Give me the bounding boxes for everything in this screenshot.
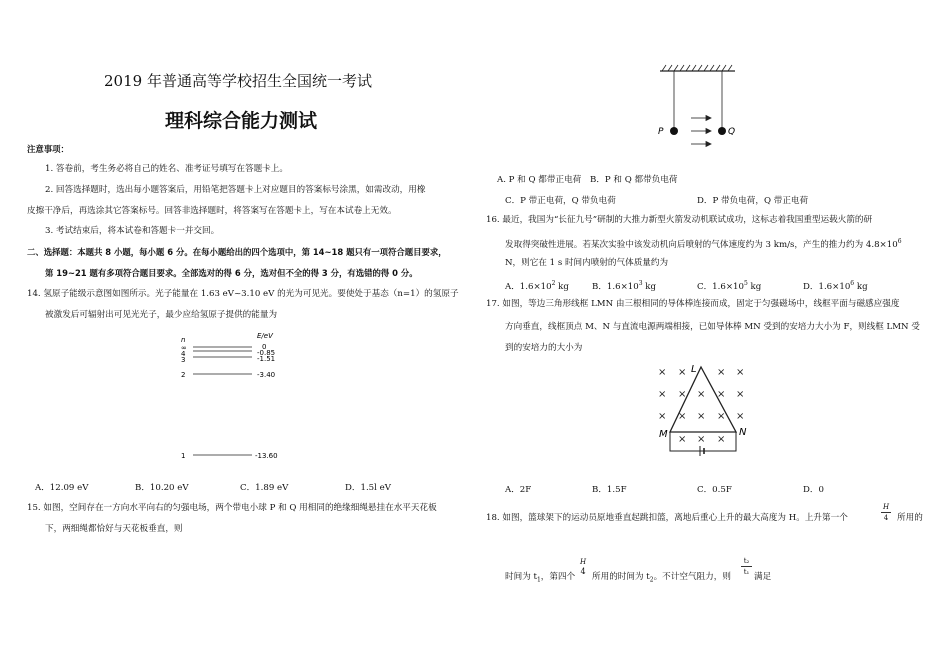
subject-title: 理科综合能力测试 [165, 110, 318, 132]
svg-text:×: × [736, 411, 745, 422]
svg-text:1: 1 [181, 452, 186, 460]
svg-text:×: × [658, 389, 667, 400]
q16-stem-2: 发取得突破性进展。若某次实验中该发动机向后喷射的气体速度约为 3 km/s，产生的推力约为 $4.8\times 10^6$ [505, 238, 902, 250]
q17-stem-2: 方向垂直，线框顶点 M、N 与直流电源两端相接，已如导体棒 MN 受到的安培力大小为 F，则线框 LMN 受 [505, 322, 920, 332]
label-m: M [659, 429, 668, 440]
svg-text:×: × [678, 389, 687, 400]
svg-text:×: × [717, 434, 726, 445]
q16-stem-1: 16. 最近，我国为“长征九号”研制的大推力新型火箭发动机联试成功，这标志着我国重型运载火箭的研 [486, 215, 873, 225]
axis-e-label: E/eV [257, 332, 273, 340]
fraction-t2-over-t1: t₂ t₁ [741, 557, 752, 576]
q18-stem-1-end: 所用的 [897, 513, 923, 523]
label-p: P [658, 127, 664, 137]
q17-option-a[interactable]: A．2F [505, 485, 532, 495]
svg-text:×: × [658, 411, 667, 422]
notice-item-2: 2. 回答选择题时，选出每小题答案后，用铅笔把答题卡上对应题目的答案标号涂黑，如需改动，用橡 [45, 185, 426, 195]
field-arrows [691, 116, 711, 147]
svg-text:4: 4 [181, 350, 186, 358]
svg-text:×: × [717, 367, 726, 378]
q14-option-d[interactable]: D．1.5l eV [345, 483, 391, 493]
q16-option-d[interactable]: D．$1.6\times 10^6$ kg [803, 280, 868, 292]
q14-option-b[interactable]: B．10.20 eV [135, 483, 189, 493]
notice-item-2-cont: 皮擦干净后，再选涂其它答案标号。回答非选择题时，将答案写在答题卡上，写在本试卷上无效。 [27, 206, 397, 216]
svg-text:×: × [678, 411, 687, 422]
svg-text:×: × [697, 389, 706, 400]
svg-text:×: × [697, 411, 706, 422]
q17-stem-3: 到的安培力的大小为 [505, 343, 583, 353]
magnetic-field-crosses [658, 367, 744, 445]
q17-option-d[interactable]: D．0 [803, 485, 824, 495]
svg-text:×: × [736, 367, 745, 378]
notice-item-1: 1. 答卷前，考生务必将自己的姓名、准考证号填写在答题卡上。 [45, 164, 288, 174]
svg-text:2: 2 [181, 371, 186, 379]
label-q: Q [728, 127, 736, 137]
section2-line1: 二、选择题：本题共 8 小题，每小题 6 分。在每小题给出的四个选项中，第 14~18 题只有一项符合题目要求， [27, 247, 447, 257]
axis-n-label: n [181, 336, 186, 344]
q18-stem-1: 18. 如图，篮球架下的运动员原地垂直起跳扣篮，离地后重心上升的最大高度为 H。上升第一个 [486, 513, 848, 523]
q14-stem-2: 被激发后可辐射出可见光光子，最少应给氢原子提供的能量为 [45, 310, 278, 320]
svg-text:×: × [678, 434, 687, 445]
svg-text:×: × [697, 434, 706, 445]
label-l: L [691, 364, 697, 375]
ball-p [670, 127, 678, 135]
energy-level-diagram [160, 325, 310, 465]
q17-stem-1: 17. 如图，等边三角形线框 LMN 由三根相同的导体棒连接而成，固定于匀强磁场中，线框平面与磁感应强度 [486, 299, 900, 309]
fraction-h-over-4-b: H 4 [579, 558, 587, 576]
svg-text:-3.40: -3.40 [257, 371, 276, 379]
q18-stem-2: 时间为 $t_1$，第四个 [505, 572, 576, 584]
q17-option-c[interactable]: C．0.5F [697, 485, 732, 495]
label-n: N [739, 427, 747, 438]
svg-text:-0.85: -0.85 [257, 349, 276, 357]
section2-line2: 第 19~21 题有多项符合题目要求。全部选对的得 6 分，选对但不全的得 3 分，有选错的得 0 分。 [45, 268, 418, 278]
svg-text:×: × [658, 367, 667, 378]
svg-text:∞: ∞ [181, 344, 187, 352]
level-1 [181, 452, 278, 460]
q15-option-a[interactable]: A. P 和 Q 都带正电荷 [497, 175, 582, 185]
q17-option-b[interactable]: B．1.5F [592, 485, 627, 495]
q14-option-a[interactable]: A．12.09 eV [35, 483, 89, 493]
q18-stem-2-cont: 所用的时间为 $t_2$。不计空气阻力，则 [592, 572, 731, 584]
level-3 [181, 355, 275, 364]
level-2 [181, 371, 275, 379]
q15-option-d[interactable]: D．P 带负电荷，Q 带正电荷 [697, 196, 809, 206]
q15-stem-1: 15. 如图，空间存在一方向水平向右的匀强电场，两个带电小球 P 和 Q 用相同的绝缘细绳悬挂在水平天花板 [27, 503, 437, 513]
fraction-h-over-4-a: H 4 [882, 503, 890, 522]
svg-text:-13.60: -13.60 [255, 452, 278, 460]
q15-option-c[interactable]: C．P 带正电荷，Q 带负电荷 [505, 196, 616, 206]
notice-item-3: 3. 考试结束后，将本试卷和答题卡一并交回。 [45, 226, 220, 236]
q16-option-a[interactable]: A．$1.6\times 10^2$ kg [505, 280, 569, 292]
charged-balls-diagram [650, 62, 750, 157]
svg-text:×: × [736, 389, 745, 400]
ball-q [718, 127, 726, 135]
svg-text:-1.51: -1.51 [257, 355, 276, 363]
notice-heading: 注意事项： [27, 144, 69, 154]
q15-stem-2: 下，两细绳都恰好与天花板垂直，则 [45, 524, 183, 534]
q18-stem-2-end: 满足 [754, 572, 772, 582]
q16-option-b[interactable]: B．$1.6\times 10^3$ kg [592, 280, 656, 292]
svg-text:×: × [678, 367, 687, 378]
q14-stem-1: 14. 氢原子能级示意图如图所示。光子能量在 1.63 eV~3.10 eV 的光为可见光。要使处于基态（n=1）的氢原子 [27, 289, 459, 299]
svg-text:3: 3 [181, 356, 186, 364]
q16-option-c[interactable]: C．$1.6\times 10^5$ kg [697, 280, 762, 292]
svg-text:×: × [717, 389, 726, 400]
svg-text:×: × [717, 411, 726, 422]
q15-option-b[interactable]: B．P 和 Q 都带负电荷 [590, 175, 678, 185]
q14-option-c[interactable]: C．1.89 eV [240, 483, 289, 493]
triangle-frame-diagram [650, 358, 760, 458]
q16-stem-3: N，则它在 1 s 时间内喷射的气体质量约为 [505, 258, 669, 268]
svg-text:0: 0 [262, 343, 267, 351]
exam-title: 2019 年普通高等学校招生全国统一考试 [104, 72, 372, 90]
